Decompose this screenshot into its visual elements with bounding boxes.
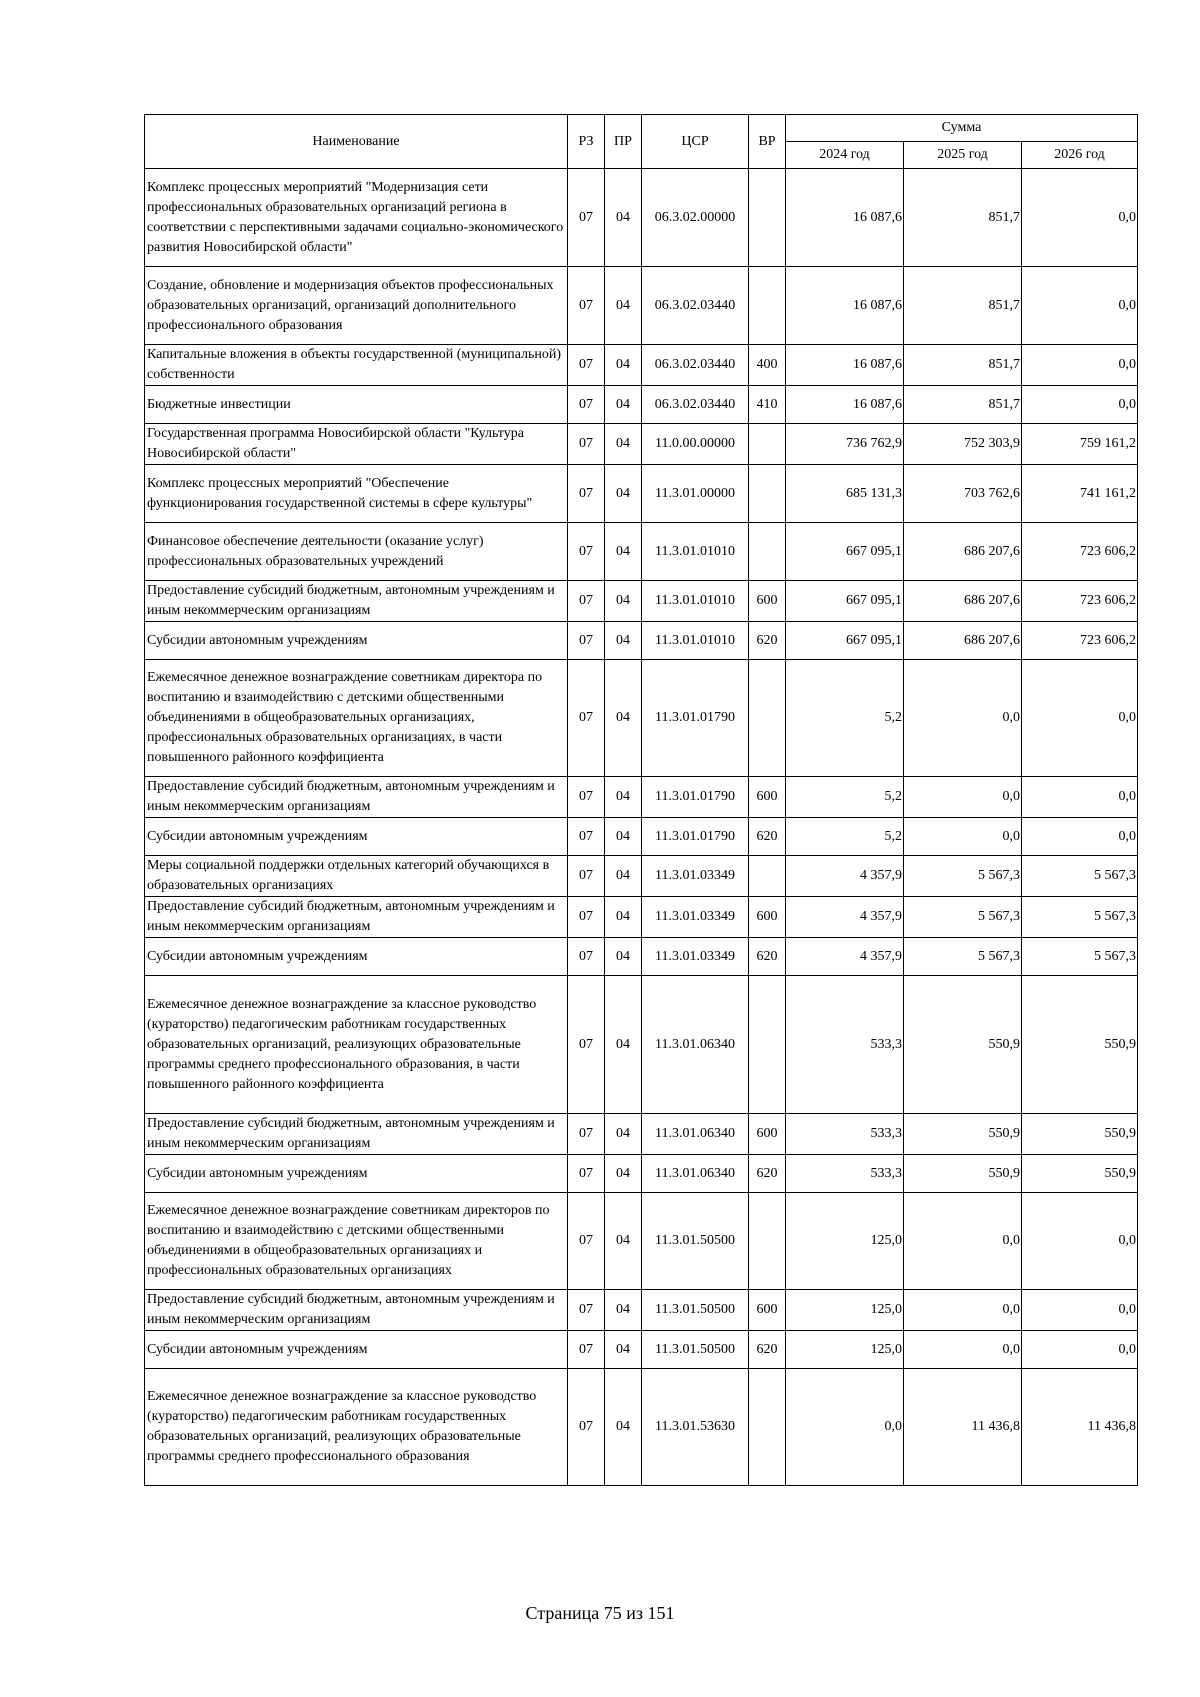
row-csr: 06.3.02.03440 <box>642 386 749 424</box>
row-sum-2026: 0,0 <box>1022 267 1138 345</box>
header-year-2025: 2025 год <box>904 142 1022 169</box>
row-sum-2025: 686 207,6 <box>904 622 1022 660</box>
row-name: Субсидии автономным учреждениям <box>145 622 568 660</box>
row-name: Предоставление субсидий бюджетным, автономным учреждениям и иным некоммерческим организациям <box>145 1114 568 1155</box>
row-sum-2026: 5 567,3 <box>1022 938 1138 976</box>
row-vr: 620 <box>749 938 786 976</box>
row-vr: 620 <box>749 622 786 660</box>
row-pr: 04 <box>605 777 642 818</box>
row-csr: 11.3.01.01790 <box>642 660 749 777</box>
row-vr <box>749 267 786 345</box>
row-pr: 04 <box>605 465 642 523</box>
row-sum-2026: 723 606,2 <box>1022 523 1138 581</box>
row-vr: 600 <box>749 1290 786 1331</box>
table-row <box>145 897 1138 938</box>
row-name: Предоставление субсидий бюджетным, автономным учреждениям и иным некоммерческим организациям <box>145 897 568 938</box>
row-name: Предоставление субсидий бюджетным, автономным учреждениям и иным некоммерческим организациям <box>145 777 568 818</box>
row-sum-2026: 0,0 <box>1022 1193 1138 1290</box>
row-csr: 11.3.01.06340 <box>642 1114 749 1155</box>
table-row <box>145 976 1138 1114</box>
table-row <box>145 345 1138 386</box>
row-name: Ежемесячное денежное вознаграждение советникам директоров по воспитанию и взаимодействию с детскими общественными объединениями в общеобразовательных организациях и профессиональных образовательных организациях <box>145 1193 568 1290</box>
row-sum-2024: 533,3 <box>786 976 904 1114</box>
row-pr: 04 <box>605 1193 642 1290</box>
row-sum-2024: 667 095,1 <box>786 523 904 581</box>
row-vr <box>749 976 786 1114</box>
row-rz: 07 <box>568 169 605 267</box>
row-sum-2026: 5 567,3 <box>1022 856 1138 897</box>
row-rz: 07 <box>568 818 605 856</box>
row-name: Бюджетные инвестиции <box>145 386 568 424</box>
row-name: Субсидии автономным учреждениям <box>145 1331 568 1369</box>
row-sum-2024: 16 087,6 <box>786 267 904 345</box>
header-rz: РЗ <box>568 115 605 169</box>
row-name: Субсидии автономным учреждениям <box>145 938 568 976</box>
table-row <box>145 622 1138 660</box>
row-csr: 11.3.01.03349 <box>642 856 749 897</box>
row-sum-2025: 11 436,8 <box>904 1369 1022 1486</box>
row-csr: 11.0.00.00000 <box>642 424 749 465</box>
row-name: Финансовое обеспечение деятельности (оказание услуг) профессиональных образовательных учреждений <box>145 523 568 581</box>
row-sum-2026: 723 606,2 <box>1022 581 1138 622</box>
row-rz: 07 <box>568 622 605 660</box>
row-rz: 07 <box>568 777 605 818</box>
row-sum-2024: 16 087,6 <box>786 169 904 267</box>
row-name: Комплекс процессных мероприятий "Модернизация сети профессиональных образовательных организаций региона в соответствии с перспективными задачами социально-экономического развития Новосибирской области" <box>145 169 568 267</box>
row-pr: 04 <box>605 938 642 976</box>
row-vr: 600 <box>749 1114 786 1155</box>
row-csr: 11.3.01.00000 <box>642 465 749 523</box>
row-csr: 11.3.01.50500 <box>642 1193 749 1290</box>
row-sum-2026: 723 606,2 <box>1022 622 1138 660</box>
row-vr: 600 <box>749 777 786 818</box>
row-vr <box>749 660 786 777</box>
row-csr: 11.3.01.01790 <box>642 777 749 818</box>
table-row <box>145 1193 1138 1290</box>
table-row <box>145 1369 1138 1486</box>
row-sum-2025: 686 207,6 <box>904 581 1022 622</box>
row-sum-2026: 0,0 <box>1022 1331 1138 1369</box>
row-vr: 400 <box>749 345 786 386</box>
row-pr: 04 <box>605 267 642 345</box>
row-sum-2024: 4 357,9 <box>786 856 904 897</box>
budget-table <box>144 114 1138 1486</box>
row-sum-2024: 5,2 <box>786 818 904 856</box>
row-sum-2025: 851,7 <box>904 169 1022 267</box>
row-sum-2025: 5 567,3 <box>904 856 1022 897</box>
row-sum-2025: 5 567,3 <box>904 938 1022 976</box>
row-vr <box>749 523 786 581</box>
row-sum-2024: 5,2 <box>786 660 904 777</box>
row-vr <box>749 465 786 523</box>
row-rz: 07 <box>568 523 605 581</box>
row-sum-2024: 0,0 <box>786 1369 904 1486</box>
row-name: Предоставление субсидий бюджетным, автономным учреждениям и иным некоммерческим организациям <box>145 1290 568 1331</box>
row-sum-2025: 0,0 <box>904 818 1022 856</box>
row-sum-2026: 0,0 <box>1022 169 1138 267</box>
table-body <box>145 169 1138 1486</box>
row-pr: 04 <box>605 818 642 856</box>
row-vr: 620 <box>749 1155 786 1193</box>
header-row-1 <box>145 115 1138 142</box>
row-sum-2026: 550,9 <box>1022 976 1138 1114</box>
row-sum-2025: 0,0 <box>904 660 1022 777</box>
row-pr: 04 <box>605 1155 642 1193</box>
table-row <box>145 938 1138 976</box>
row-csr: 11.3.01.06340 <box>642 976 749 1114</box>
row-csr: 11.3.01.01010 <box>642 523 749 581</box>
row-sum-2026: 550,9 <box>1022 1155 1138 1193</box>
row-csr: 11.3.01.50500 <box>642 1331 749 1369</box>
row-name: Ежемесячное денежное вознаграждение за классное руководство (кураторство) педагогическим работникам государственных образовательных организаций, реализующих образовательные программы среднего профессионального образования, в части повышенного районного коэффициента <box>145 976 568 1114</box>
row-sum-2025: 703 762,6 <box>904 465 1022 523</box>
table-row <box>145 660 1138 777</box>
row-rz: 07 <box>568 1114 605 1155</box>
row-pr: 04 <box>605 660 642 777</box>
row-pr: 04 <box>605 897 642 938</box>
table-row <box>145 523 1138 581</box>
page-footer: Страница 75 из 151 <box>525 1603 675 1623</box>
row-sum-2025: 550,9 <box>904 1114 1022 1155</box>
row-pr: 04 <box>605 1369 642 1486</box>
row-csr: 11.3.01.06340 <box>642 1155 749 1193</box>
row-sum-2026: 0,0 <box>1022 1290 1138 1331</box>
row-name: Ежемесячное денежное вознаграждение за классное руководство (кураторство) педагогическим работникам государственных образовательных организаций, реализующих образовательные программы среднего профессионального образования <box>145 1369 568 1486</box>
header-csr: ЦСР <box>642 115 749 169</box>
table-row <box>145 818 1138 856</box>
row-sum-2025: 5 567,3 <box>904 897 1022 938</box>
row-csr: 06.3.02.03440 <box>642 345 749 386</box>
row-vr: 620 <box>749 818 786 856</box>
header-vr: ВР <box>749 115 786 169</box>
row-pr: 04 <box>605 1290 642 1331</box>
table-row <box>145 465 1138 523</box>
header-pr: ПР <box>605 115 642 169</box>
row-sum-2024: 16 087,6 <box>786 386 904 424</box>
row-vr: 600 <box>749 581 786 622</box>
row-rz: 07 <box>568 267 605 345</box>
row-pr: 04 <box>605 856 642 897</box>
row-rz: 07 <box>568 938 605 976</box>
table-row <box>145 1290 1138 1331</box>
table-row <box>145 267 1138 345</box>
row-sum-2024: 125,0 <box>786 1290 904 1331</box>
row-sum-2024: 667 095,1 <box>786 622 904 660</box>
row-sum-2026: 0,0 <box>1022 660 1138 777</box>
row-pr: 04 <box>605 1114 642 1155</box>
row-name: Государственная программа Новосибирской области "Культура Новосибирской области" <box>145 424 568 465</box>
header-year-2026: 2026 год <box>1022 142 1138 169</box>
row-sum-2025: 550,9 <box>904 976 1022 1114</box>
table-row <box>145 1155 1138 1193</box>
row-sum-2025: 851,7 <box>904 345 1022 386</box>
table-header <box>145 115 1138 169</box>
row-sum-2024: 533,3 <box>786 1155 904 1193</box>
row-name: Создание, обновление и модернизация объектов профессиональных образовательных организаций, организаций дополнительного профессионального образования <box>145 267 568 345</box>
row-vr: 600 <box>749 897 786 938</box>
row-name: Субсидии автономным учреждениям <box>145 1155 568 1193</box>
row-sum-2024: 4 357,9 <box>786 938 904 976</box>
row-rz: 07 <box>568 660 605 777</box>
row-sum-2026: 11 436,8 <box>1022 1369 1138 1486</box>
header-year-2024: 2024 год <box>786 142 904 169</box>
table-row <box>145 386 1138 424</box>
row-rz: 07 <box>568 1290 605 1331</box>
table-row <box>145 424 1138 465</box>
header-sum: Сумма <box>786 115 1138 142</box>
row-rz: 07 <box>568 1155 605 1193</box>
row-rz: 07 <box>568 1331 605 1369</box>
row-vr <box>749 169 786 267</box>
row-csr: 11.3.01.01010 <box>642 581 749 622</box>
row-csr: 11.3.01.03349 <box>642 938 749 976</box>
row-sum-2024: 16 087,6 <box>786 345 904 386</box>
row-sum-2024: 125,0 <box>786 1193 904 1290</box>
row-sum-2024: 125,0 <box>786 1331 904 1369</box>
row-sum-2026: 5 567,3 <box>1022 897 1138 938</box>
row-sum-2025: 0,0 <box>904 1331 1022 1369</box>
row-pr: 04 <box>605 424 642 465</box>
row-sum-2024: 736 762,9 <box>786 424 904 465</box>
row-sum-2024: 685 131,3 <box>786 465 904 523</box>
row-sum-2026: 550,9 <box>1022 1114 1138 1155</box>
row-vr: 620 <box>749 1331 786 1369</box>
row-sum-2025: 851,7 <box>904 267 1022 345</box>
row-sum-2025: 851,7 <box>904 386 1022 424</box>
row-vr: 410 <box>749 386 786 424</box>
row-rz: 07 <box>568 856 605 897</box>
row-pr: 04 <box>605 386 642 424</box>
row-pr: 04 <box>605 581 642 622</box>
row-rz: 07 <box>568 424 605 465</box>
row-rz: 07 <box>568 897 605 938</box>
row-sum-2026: 0,0 <box>1022 777 1138 818</box>
header-name: Наименование <box>145 115 568 169</box>
row-sum-2025: 686 207,6 <box>904 523 1022 581</box>
row-sum-2026: 741 161,2 <box>1022 465 1138 523</box>
row-sum-2025: 0,0 <box>904 777 1022 818</box>
row-pr: 04 <box>605 976 642 1114</box>
row-pr: 04 <box>605 345 642 386</box>
row-name: Капитальные вложения в объекты государственной (муниципальной) собственности <box>145 345 568 386</box>
table-row <box>145 777 1138 818</box>
row-csr: 06.3.02.00000 <box>642 169 749 267</box>
row-sum-2025: 550,9 <box>904 1155 1022 1193</box>
row-csr: 11.3.01.01010 <box>642 622 749 660</box>
row-name: Субсидии автономным учреждениям <box>145 818 568 856</box>
row-name: Меры социальной поддержки отдельных категорий обучающихся в образовательных организациях <box>145 856 568 897</box>
row-vr <box>749 1369 786 1486</box>
row-sum-2026: 0,0 <box>1022 345 1138 386</box>
row-csr: 11.3.01.03349 <box>642 897 749 938</box>
row-sum-2024: 533,3 <box>786 1114 904 1155</box>
row-pr: 04 <box>605 622 642 660</box>
row-csr: 11.3.01.01790 <box>642 818 749 856</box>
row-sum-2024: 667 095,1 <box>786 581 904 622</box>
row-rz: 07 <box>568 386 605 424</box>
table-row <box>145 1331 1138 1369</box>
row-rz: 07 <box>568 1369 605 1486</box>
row-pr: 04 <box>605 523 642 581</box>
row-rz: 07 <box>568 465 605 523</box>
table-row <box>145 1114 1138 1155</box>
row-name: Ежемесячное денежное вознаграждение советникам директора по воспитанию и взаимодействию с детскими общественными объединениями в общеобразовательных организациях, профессиональных образовательных организациях, в части повышенного районного коэффициента <box>145 660 568 777</box>
row-sum-2025: 0,0 <box>904 1193 1022 1290</box>
row-sum-2026: 0,0 <box>1022 818 1138 856</box>
row-rz: 07 <box>568 345 605 386</box>
row-rz: 07 <box>568 581 605 622</box>
row-pr: 04 <box>605 169 642 267</box>
row-name: Комплекс процессных мероприятий "Обеспечение функционирования государственной системы в сфере культуры" <box>145 465 568 523</box>
table-row <box>145 169 1138 267</box>
row-pr: 04 <box>605 1331 642 1369</box>
row-rz: 07 <box>568 976 605 1114</box>
table-row <box>145 856 1138 897</box>
row-sum-2026: 759 161,2 <box>1022 424 1138 465</box>
table-row <box>145 581 1138 622</box>
row-csr: 06.3.02.03440 <box>642 267 749 345</box>
row-vr <box>749 856 786 897</box>
row-csr: 11.3.01.50500 <box>642 1290 749 1331</box>
row-sum-2025: 0,0 <box>904 1290 1022 1331</box>
row-rz: 07 <box>568 1193 605 1290</box>
row-vr <box>749 1193 786 1290</box>
row-sum-2024: 5,2 <box>786 777 904 818</box>
row-sum-2024: 4 357,9 <box>786 897 904 938</box>
row-sum-2026: 0,0 <box>1022 386 1138 424</box>
row-sum-2025: 752 303,9 <box>904 424 1022 465</box>
row-csr: 11.3.01.53630 <box>642 1369 749 1486</box>
row-name: Предоставление субсидий бюджетным, автономным учреждениям и иным некоммерческим организациям <box>145 581 568 622</box>
row-vr <box>749 424 786 465</box>
